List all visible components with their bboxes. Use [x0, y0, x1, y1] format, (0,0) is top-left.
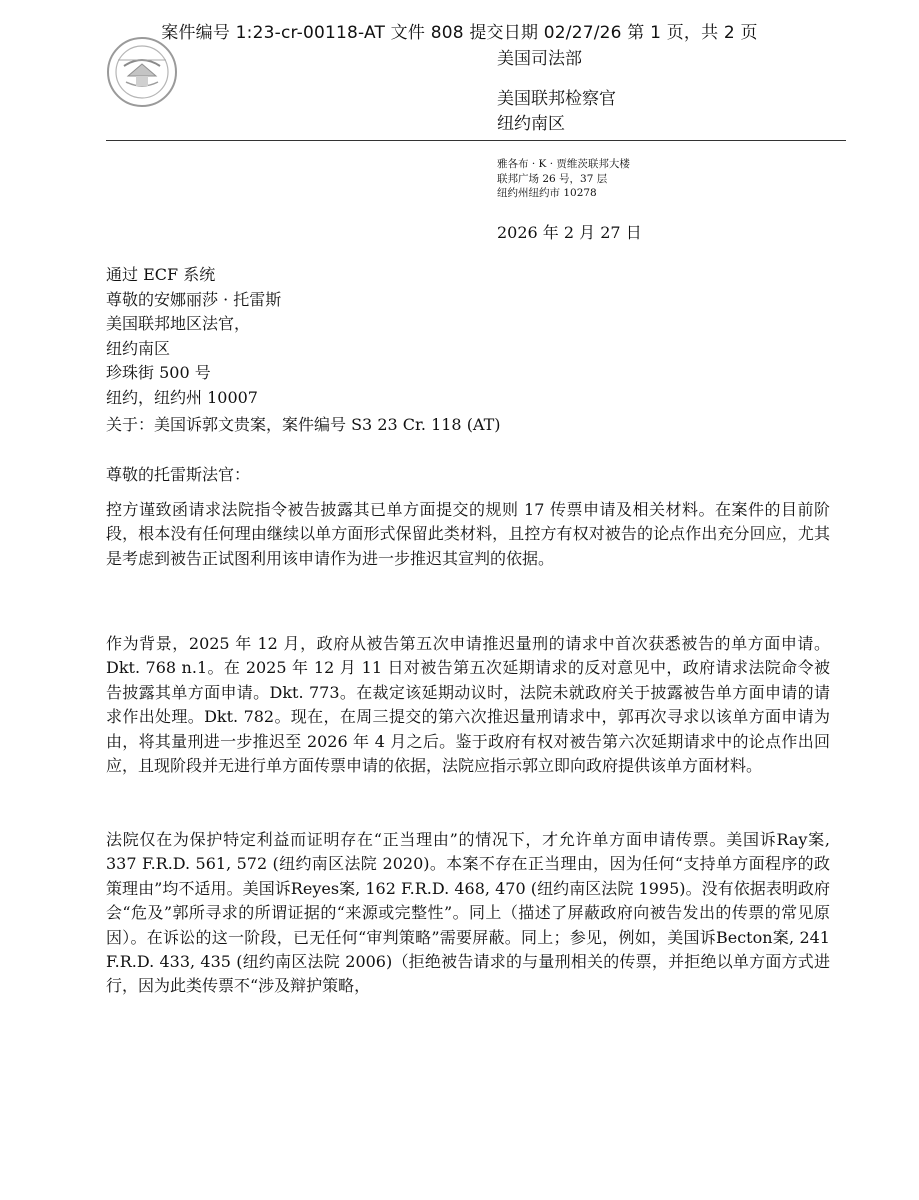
body-paragraph: 控方谨致函请求法院指令被告披露其已单方面提交的规则 17 传票申请及相关材料。在案件的目前阶段，根本没有任何理由继续以单方面形式保留此类材料，且控方有权对被告的论点作出充分回应，尤其是考虑到被告正试图利用该申请作为进一步推迟其宣判的依据。 [106, 500, 830, 568]
letterhead-department: 美国司法部 [497, 49, 582, 69]
department-seal-icon [106, 36, 178, 108]
recipient-line: 通过 ECF 系统 [106, 265, 216, 284]
filing-header: 案件编号 1:23-cr-00118-AT 文件 808 提交日期 02/27/26 第 1 页，共 2 页 [161, 23, 758, 43]
letterhead-address [497, 157, 630, 201]
letter-date: 2026 年 2 月 27 日 [497, 223, 642, 242]
letterhead-divider [106, 140, 846, 141]
office-line: 纽约南区 [497, 114, 565, 134]
letterhead-office [497, 87, 616, 137]
office-line: 美国联邦检察官 [497, 89, 616, 109]
recipient-line: 美国联邦地区法官， [106, 314, 251, 334]
recipient-line: 珍珠街 500 号 [106, 363, 211, 383]
recipient-line: 纽约南区 [106, 338, 171, 358]
recipient-line: 尊敬的安娜丽莎 · 托雷斯 [106, 289, 282, 309]
salutation: 尊敬的托雷斯法官： [106, 465, 251, 484]
recipient-line: 纽约，纽约州 10007 [106, 387, 258, 407]
recipient-block [106, 263, 281, 411]
address-line: 联邦广场 26 号，37 层 [497, 172, 608, 185]
body-paragraph: 法院仅在为保护特定利益而证明存在“正当理由”的情况下，才允许单方面申请传票。美国诉Ray案, 337 F.R.D. 561, 572 (纽约南区法院 2020)。本案不存在正当理由，因为任何“支持单方面程序的政策理由”均不适用。美国诉Reyes案, 162 F.R.D. 468, 470 (纽约南区法院 1995)。没有依据表明政府会“危及”郭所寻求的所谓证据的“来源或完整性”。同上（描述了屏蔽政府向被告发出的传票的常见原因）。在诉讼的这一阶段，已无任何“审判策略”需要屏蔽。同上；参见，例如，美国诉Becton案, 241 F.R.D. 433, 435 (纽约南区法院 2006)（拒绝被告请求的与量刑相关的传票，并拒绝以单方面方式进行，因为此类传票不“涉及辩护策略， [106, 830, 830, 996]
subject-line: 关于：美国诉郭文贵案，案件编号 S3 23 Cr. 118 (AT) [106, 415, 501, 434]
body-paragraph: 作为背景，2025 年 12 月，政府从被告第五次申请推迟量刑的请求中首次获悉被告的单方面申请。Dkt. 768 n.1。在 2025 年 12 月 11 日对被告第五次延期请求的反对意见中，政府请求法院命令被告披露其单方面申请。Dkt. 773。在裁定该延期动议时，法院未就政府关于披露被告单方面申请的请求作出处理。Dkt. 782。现在，在周三提交的第六次推迟量刑请求中，郭再次寻求以该单方面申请为由，将其量刑进一步推迟至 2026 年 4 月之后。鉴于政府有权对被告第六次延期请求中的论点作出回应，且现阶段并无进行单方面传票申请的依据，法院应指示郭立即向政府提供该单方面材料。 [106, 634, 830, 776]
address-line: 雅各布 · K · 贾维茨联邦大楼 [497, 158, 630, 170]
address-line: 纽约州纽约市 10278 [497, 187, 597, 199]
